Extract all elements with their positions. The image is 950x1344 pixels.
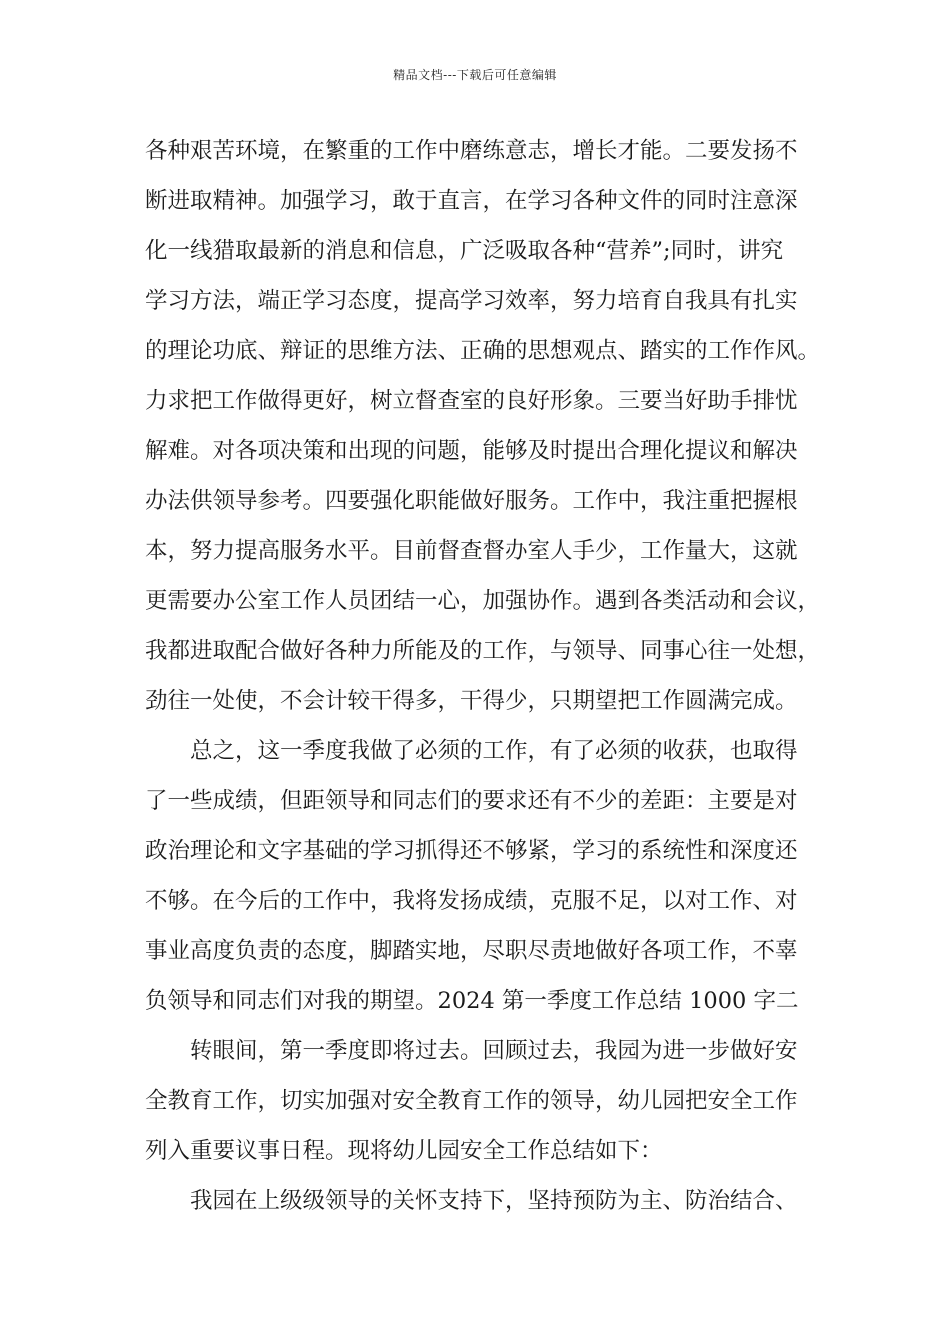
document-body bbox=[145, 126, 821, 1226]
text-line: 各种艰苦环境，在繁重的工作中磨练意志，增长才能。二要发扬不 bbox=[145, 138, 798, 164]
text-line: 学习方法，端正学习态度，提高学习效率，努力培育自我具有扎实 bbox=[145, 288, 798, 314]
text-line: 本，努力提高服务水平。目前督查督办室人手少，工作量大，这就 bbox=[145, 538, 798, 564]
text-line: 化一线猎取最新的消息和信息，广泛吸取各种“营养”;同时，讲究 bbox=[145, 238, 784, 264]
paragraph-first-line: 转眼间，第一季度即将过去。回顾过去，我园为进一步做好安 bbox=[190, 1038, 798, 1064]
page-header: 精品文档---下载后可任意编辑 bbox=[393, 68, 557, 82]
text-line: 我都进取配合做好各种力所能及的工作，与领导、同事心往一处想， bbox=[145, 638, 821, 664]
text-line: 政治理论和文字基础的学习抓得还不够紧，学习的系统性和深度还 bbox=[145, 838, 798, 864]
text-line: 全教育工作，切实加强对安全教育工作的领导，幼儿园把安全工作 bbox=[145, 1088, 798, 1114]
text-line: 负领导和同志们对我的期望。2024 第一季度工作总结 1000 字二 bbox=[145, 988, 799, 1014]
text-line: 不够。在今后的工作中，我将发扬成绩，克服不足，以对工作、对 bbox=[145, 888, 798, 914]
text-line: 更需要办公室工作人员团结一心，加强协作。遇到各类活动和会议， bbox=[145, 588, 821, 614]
text-line: 断进取精神。加强学习，敢于直言，在学习各种文件的同时注意深 bbox=[145, 188, 798, 214]
text-line: 的理论功底、辩证的思维方法、正确的思想观点、踏实的工作作风。 bbox=[145, 338, 821, 364]
paragraph-first-line: 我园在上级级领导的关怀支持下，坚持预防为主、防治结合、 bbox=[190, 1188, 798, 1214]
text-line: 解难。对各项决策和出现的问题，能够及时提出合理化提议和解决 bbox=[145, 438, 798, 464]
text-line: 事业高度负责的态度，脚踏实地，尽职尽责地做好各项工作，不辜 bbox=[145, 938, 798, 964]
text-line: 了一些成绩，但距领导和同志们的要求还有不少的差距：主要是对 bbox=[145, 788, 798, 814]
text-line: 办法供领导参考。四要强化职能做好服务。工作中，我注重把握根 bbox=[145, 488, 798, 514]
text-line: 力求把工作做得更好，树立督查室的良好形象。三要当好助手排忧 bbox=[145, 388, 798, 414]
text-line: 列入重要议事日程。现将幼儿园安全工作总结如下： bbox=[145, 1138, 663, 1164]
paragraph-first-line: 总之，这一季度我做了必须的工作，有了必须的收获，也取得 bbox=[190, 738, 798, 764]
text-line: 劲往一处使，不会计较干得多，干得少，只期望把工作圆满完成。 bbox=[145, 688, 798, 714]
